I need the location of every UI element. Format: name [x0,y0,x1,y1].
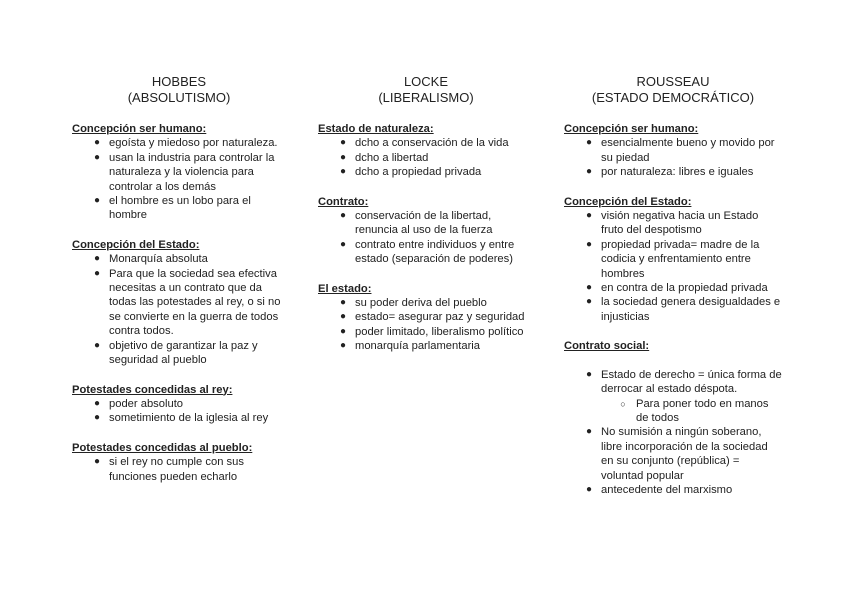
list-item: ● contrato entre individuos y entre estado (separación de poderes) [318,238,534,267]
title-name: LOCKE [403,74,449,89]
list-item: ● Estado de derecho = única forma de derrocar al estado déspota. [564,368,782,397]
list-item: ● usan la industria para controlar la naturaleza y la violencia para controlar a los demás [72,151,286,194]
list-item: ● No sumisión a ningún soberano, libre incorporación de la sociedad en su conjunto (república) = voluntad popular [564,425,782,483]
section-heading: Concepción ser humano: [72,123,207,135]
list-item: ● estado= asegurar paz y seguridad [318,310,534,324]
column-title [318,74,534,105]
section-heading: Contrato: [318,195,369,208]
bullet-icon: ● [93,412,101,424]
list-item: ● conservación de la libertad, renuncia al uso de la fuerza [318,209,534,238]
bullet-icon: ● [339,297,347,309]
list-item: ● su poder deriva del pueblo [318,296,534,310]
bullet-list [564,368,782,498]
bullet-icon: ● [93,151,101,163]
section-heading: Concepción del Estado: [72,238,200,251]
bullet-icon: ● [585,368,593,380]
title-name: ROUSSEAU [636,74,710,89]
bullet-list [318,296,534,354]
bullet-list [72,136,286,222]
column-locke [318,74,534,369]
list-item: ● sometimiento de la iglesia al rey [72,411,286,425]
bullet-icon: ● [585,426,593,438]
list-item: ● visión negativa hacia un Estado fruto del despotismo [564,209,782,238]
bullet-icon: ● [585,296,593,308]
list-item: ● Monarquía absoluta [72,252,286,266]
bullet-icon: ● [585,210,593,222]
bullet-list [72,455,286,484]
blank-line [564,354,782,368]
list-item: ● antecedente del marxismo [564,483,782,497]
column-title [72,74,286,105]
list-item: ● la sociedad genera desigualdades e injusticias [564,295,782,324]
section-heading: Potestades concedidas al rey: [72,383,233,396]
bullet-icon: ● [339,325,347,337]
title-subtitle: (ABSOLUTISMO) [127,89,231,105]
section-estado-naturaleza [318,122,534,180]
bullet-list [564,209,782,324]
bullet-list [564,136,782,179]
section-contrato-social [564,339,782,497]
bullet-icon: ● [93,137,101,149]
bullet-icon: ● [339,340,347,352]
bullet-icon: ● [339,151,347,163]
title-subtitle: (ESTADO DEMOCRÁTICO) [591,89,755,105]
column-rousseau [564,74,782,512]
section-potestades-pueblo [72,441,286,484]
list-item: ● dcho a libertad [318,151,534,165]
section-heading: Concepción ser humano: [564,123,699,135]
bullet-icon: ● [585,483,593,495]
bullet-icon: ● [585,282,593,294]
section-heading: Potestades concedidas al pueblo: [72,441,253,454]
bullet-icon: ● [339,238,347,250]
bullet-list [318,136,534,179]
bullet-icon: ● [339,166,347,178]
bullet-list [72,252,286,367]
bullet-icon: ● [93,456,101,468]
bullet-list [72,397,286,426]
section-concepcion-estado [72,238,286,368]
section-heading: Concepción del Estado: [564,195,692,208]
list-item: ● dcho a propiedad privada [318,165,534,179]
section-concepcion-estado [564,195,782,325]
bullet-icon: ● [339,137,347,149]
section-el-estado [318,282,534,354]
list-item: ● esencialmente bueno y movido por su piedad [564,136,782,165]
section-heading: Estado de naturaleza: [318,123,434,135]
bullet-icon: ● [93,195,101,207]
section-contrato [318,195,534,267]
list-item: ● egoísta y miedoso por naturaleza. [72,136,286,150]
list-item: ● propiedad privada= madre de la codicia y enfrentamiento entre hombres [564,238,782,281]
hollow-bullet-icon: ○ [620,398,626,409]
list-item: ● el hombre es un lobo para el hombre [72,194,286,223]
section-concepcion-ser-humano [72,122,286,223]
section-concepcion-ser-humano [564,122,782,180]
bullet-icon: ● [93,253,101,265]
bullet-icon: ● [93,339,101,351]
list-item: ● poder limitado, liberalismo político [318,325,534,339]
list-item: ● objetivo de garantizar la paz y seguridad al pueblo [72,339,286,368]
bullet-icon: ● [93,267,101,279]
list-item: ● monarquía parlamentaria [318,339,534,353]
section-potestades-rey [72,383,286,426]
bullet-icon: ● [585,166,593,178]
bullet-icon: ● [339,311,347,323]
list-item: ● poder absoluto [72,397,286,411]
section-heading: El estado: [318,282,372,295]
section-heading: Contrato social: [564,340,650,353]
list-item: ● dcho a conservación de la vida [318,136,534,150]
list-item: ● por naturaleza: libres e iguales [564,165,782,179]
sub-list-item: ○ Para poner todo en manos de todos [564,397,782,426]
list-item: ● Para que la sociedad sea efectiva necesitas a un contrato que da todas las potestades al rey, o si no se convierte en la guerra de todos contra todos. [72,267,286,339]
title-subtitle: (LIBERALISMO) [378,89,474,105]
bullet-icon: ● [585,137,593,149]
column-title [564,74,782,105]
column-hobbes [72,74,286,499]
title-name: HOBBES [151,74,207,89]
bullet-icon: ● [585,238,593,250]
list-item: ● si el rey no cumple con sus funciones pueden echarlo [72,455,286,484]
bullet-icon: ● [339,210,347,222]
list-item: ● en contra de la propiedad privada [564,281,782,295]
bullet-icon: ● [93,397,101,409]
bullet-list [318,209,534,267]
